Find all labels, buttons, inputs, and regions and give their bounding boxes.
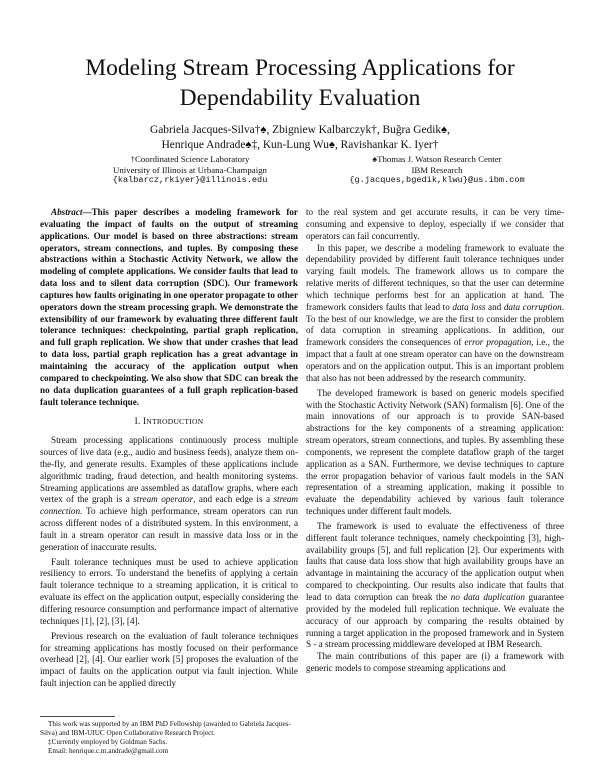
intro-paragraph-1 xyxy=(40,435,298,553)
right-column xyxy=(306,207,564,675)
affiliation-ibm-center: ♠Thomas J. Watson Research Center xyxy=(372,154,502,164)
intro-paragraph-5 xyxy=(306,243,564,385)
intro-paragraph-4: to the real system and get accurate results, it can be very time-consuming and expensive to deploy, especially if we consider that operators can fail concurrently. xyxy=(306,207,564,241)
title-line-2: Dependability Evaluation xyxy=(179,85,421,111)
affiliation-uiuc xyxy=(75,154,305,186)
text-run: , and each edge is a xyxy=(193,494,274,505)
emphasis-stream-operator: stream operator xyxy=(133,494,194,505)
authors-line-2: Henrique Andrade♠‡, Kun-Lung Wu♠, Ravishankar K. Iyer† xyxy=(161,138,439,151)
text-run: Stream processing applications continuously process multiple sources of live data (e.g., audio and business feeds), analyze them on-the-fly, and generate results. Examples of these applications include algorithmic trading, fraud detection, and health monitoring systems. Streaming applications are assembled as dataflow graphs, where each vertex of the graph is a xyxy=(40,435,298,505)
intro-paragraph-3: Previous research on the evaluation of fault tolerance techniques for streaming applications has mostly focused on their performance overhead [2], [4]. Our earlier work [5] proposes the evaluation of the impact of faults on the application output via fault injection. While fault injection can be applied directly xyxy=(40,630,298,689)
authors-line-1: Gabriela Jacques-Silva†♠, Zbigniew Kalbarczyk†, Buğra Gedik♠, xyxy=(150,124,450,136)
affiliation-ibm-email: {g.jacques,bgedik,klwu}@us.ibm.com xyxy=(349,175,525,185)
paper-title xyxy=(40,53,560,113)
footnote-email: Email: henrique.c.m.andrade@gmail.com xyxy=(48,747,169,755)
text-run: guarantee provided by the modeled full replication technique. We evaluate the accuracy of our approach by comparing the results obtained by running a target application in the proposed framework and in System S - a stream processing middleware developed at IBM Research. xyxy=(306,592,564,650)
emphasis-error-propagation: error propagation xyxy=(464,337,532,348)
text-run: . To achieve high performance, stream operators can run across different nodes of a distributed system. In this environment, a fault in a stream operator can result in massive data loss or in the generation of inaccurate results. xyxy=(40,506,298,552)
footnote-rule xyxy=(40,716,115,717)
affiliation-uiuc-email: {kalbarcz,rkiyer}@illinois.edu xyxy=(112,175,268,185)
footnotes xyxy=(40,716,298,756)
author-list xyxy=(40,123,560,152)
text-run: In this paper, we describe a modeling framework to evaluate the dependability provided by different fault tolerance techniques under varying fault models. The framework allows us to compare the relative merits of different techniques, so that the user can determine which technique performs best for an application at hand. The framework considers faults that lead to xyxy=(306,242,564,312)
footnote-funding: This work was supported by an IBM PhD Fellowship (awarded to Gabriela Jacques-Silva) and IBM-UIUC Open Collaborative Research Project. xyxy=(40,720,291,737)
title-line-1: Modeling Stream Processing Applications for xyxy=(85,55,515,81)
abstract-text: —This paper describes a modeling framework for evaluating the impact of faults on the output of streaming applications. Our model is based on three abstractions: stream operators, stream connections, and tuples. By composing these abstractions within a Stochastic Activity Network, we allow the modeling of complete applications. We consider faults that lead to data loss and to silent data corruption (SDC). Our framework captures how faults originating in one operator propagate to other operators down the stream processing graph. We demonstrate the extensibility of our framework by evaluating three different fault tolerance techniques: checkpointing, partial graph replication, and full graph replication. We show that under crashes that lead to data loss, partial graph replication has a great advantage in maintaining the accuracy of the application output when compared to checkpointing. We also show that SDC can break the no data duplication guarantees of a full graph replication-based fault tolerance technique. xyxy=(40,207,298,407)
emphasis-data-corruption: data corruption xyxy=(503,301,562,312)
text-run: and xyxy=(485,301,504,312)
text-run: , i.e., the impact that a fault at one stream operator can have on the downstream operators and on the application output. This is an important problem that also has not been addressed by the research community. xyxy=(306,337,564,383)
text-run: . To the best of our knowledge, we are the first to consider the problem of data corruption in streaming applications. In addition, our framework considers the consequences of xyxy=(306,301,564,348)
intro-paragraph-7 xyxy=(306,521,564,651)
emphasis-data-loss: data loss xyxy=(452,301,486,312)
emphasis-no-data-duplication: no data duplication xyxy=(450,592,525,602)
text-run: The framework is used to evaluate the effectiveness of three different fault tolerance techniques, namely checkpointing [3], high-availability groups [5], and full replication [2]. Our experiments with faults that cause data loss show that high availability groups have an advantage in maintaining the accuracy of the application output when compared to checkpointing. Our results also indicate that faults that lead to data corruption can break the xyxy=(306,520,564,602)
emphasis-stream-connection: stream connection xyxy=(40,494,298,517)
intro-paragraph-2: Fault tolerance techniques must be used to achieve application resiliency to errors. To understand the benefits of applying a certain fault tolerance technique to a streaming application, it is critical to evaluate its effect on the application output, especially considering the differing resource consumption and performance impact of alternative techniques [1], [2], [3], [4]. xyxy=(40,556,298,626)
section-numeral: I. I xyxy=(134,417,147,428)
section-title-rest: NTRODUCTION xyxy=(146,417,204,427)
abstract xyxy=(40,207,298,408)
left-column xyxy=(40,207,298,690)
section-heading-introduction xyxy=(40,416,298,429)
affiliation-ibm xyxy=(322,154,552,186)
affiliation-uiuc-lab: †Coordinated Science Laboratory xyxy=(130,154,250,164)
abstract-lead: Abstract xyxy=(51,207,83,217)
footnote-employment: ‡Currently employed by Goldman Sachs. xyxy=(48,738,168,746)
intro-paragraph-8: The main contributions of this paper are (i) a framework with generic models to compose streaming applications and xyxy=(306,651,564,674)
affiliation-ibm-org: IBM Research xyxy=(411,164,463,175)
affiliation-uiuc-university: University of Illinois at Urbana-Champaign xyxy=(113,164,267,175)
intro-paragraph-6: The developed framework is based on generic models specified with the Stochastic Activity Network (SAN) formalism [6]. One of the main innovations of our approach is to provide SAN-based abstractions for the key components of a streaming application: stream operators, stream connections, and tuples. By assembling these components, we represent the complete dataflow graph of the target application as a SAN. Furthermore, we devise techniques to capture the error propagation behavior of various fault models in the SAN representation of a streaming application, making it possible to evaluate the dependability achieved by various fault tolerance techniques under different fault models. xyxy=(306,387,564,517)
